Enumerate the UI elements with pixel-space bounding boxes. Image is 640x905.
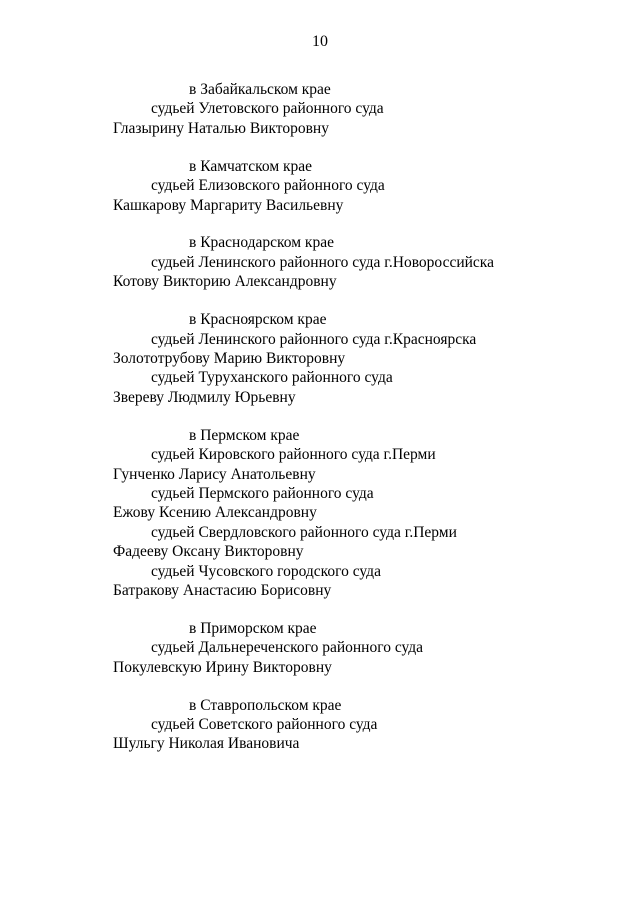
region-heading: в Красноярском крае <box>189 311 327 329</box>
judge-name: Котову Викторию Александровну <box>113 273 337 291</box>
judge-name: Глазырину Наталью Викторовну <box>113 119 329 137</box>
region-heading: в Приморском крае <box>189 619 317 637</box>
court-position: судьей Туруханского районного суда <box>151 369 393 387</box>
court-position: судьей Ленинского районного суда г.Красноярска <box>151 330 477 348</box>
region-section <box>0 619 640 677</box>
court-position: судьей Кировского районного суда г.Перми <box>151 446 436 464</box>
region-heading: в Камчатском крае <box>189 157 313 175</box>
region-heading: в Краснодарском крае <box>189 234 334 252</box>
court-position: судьей Свердловского районного суда г.Перми <box>151 523 457 541</box>
court-position: судьей Советского районного суда <box>151 715 378 733</box>
judge-name: Шульгу Николая Ивановича <box>113 735 300 753</box>
region-heading: в Пермском крае <box>189 426 300 444</box>
court-position: судьей Чусовского городского суда <box>151 562 381 580</box>
judge-name: Звереву Людмилу Юрьевну <box>113 388 296 406</box>
region-section <box>0 157 640 215</box>
region-section <box>0 426 640 601</box>
region-section <box>0 696 640 754</box>
court-position: судьей Улетовского районного суда <box>151 100 384 118</box>
judge-name: Золототрубову Марию Викторовну <box>113 349 346 367</box>
judge-name: Фадееву Оксану Викторовну <box>113 543 304 561</box>
judge-name: Покулевскую Ирину Викторовну <box>113 658 332 676</box>
court-position: судьей Елизовского районного суда <box>151 177 385 195</box>
judge-name: Кашкарову Маргариту Васильевну <box>113 196 344 214</box>
court-position: судьей Пермского районного суда <box>151 484 374 502</box>
region-heading: в Забайкальском крае <box>189 81 331 98</box>
judge-name: Гунченко Ларису Анатольевну <box>113 465 316 483</box>
region-section <box>0 233 640 291</box>
region-section <box>0 310 640 407</box>
court-position: судьей Ленинского районного суда г.Новороссийска <box>151 253 494 271</box>
judge-name: Ежову Ксению Александровну <box>113 504 317 522</box>
region-section <box>0 80 640 138</box>
appointments-list <box>0 80 640 772</box>
court-position: судьей Дальнереченского районного суда <box>151 639 424 657</box>
page-number: 10 <box>312 33 328 50</box>
region-heading: в Ставропольском крае <box>189 696 342 714</box>
judge-name: Батракову Анастасию Борисовну <box>113 581 332 599</box>
